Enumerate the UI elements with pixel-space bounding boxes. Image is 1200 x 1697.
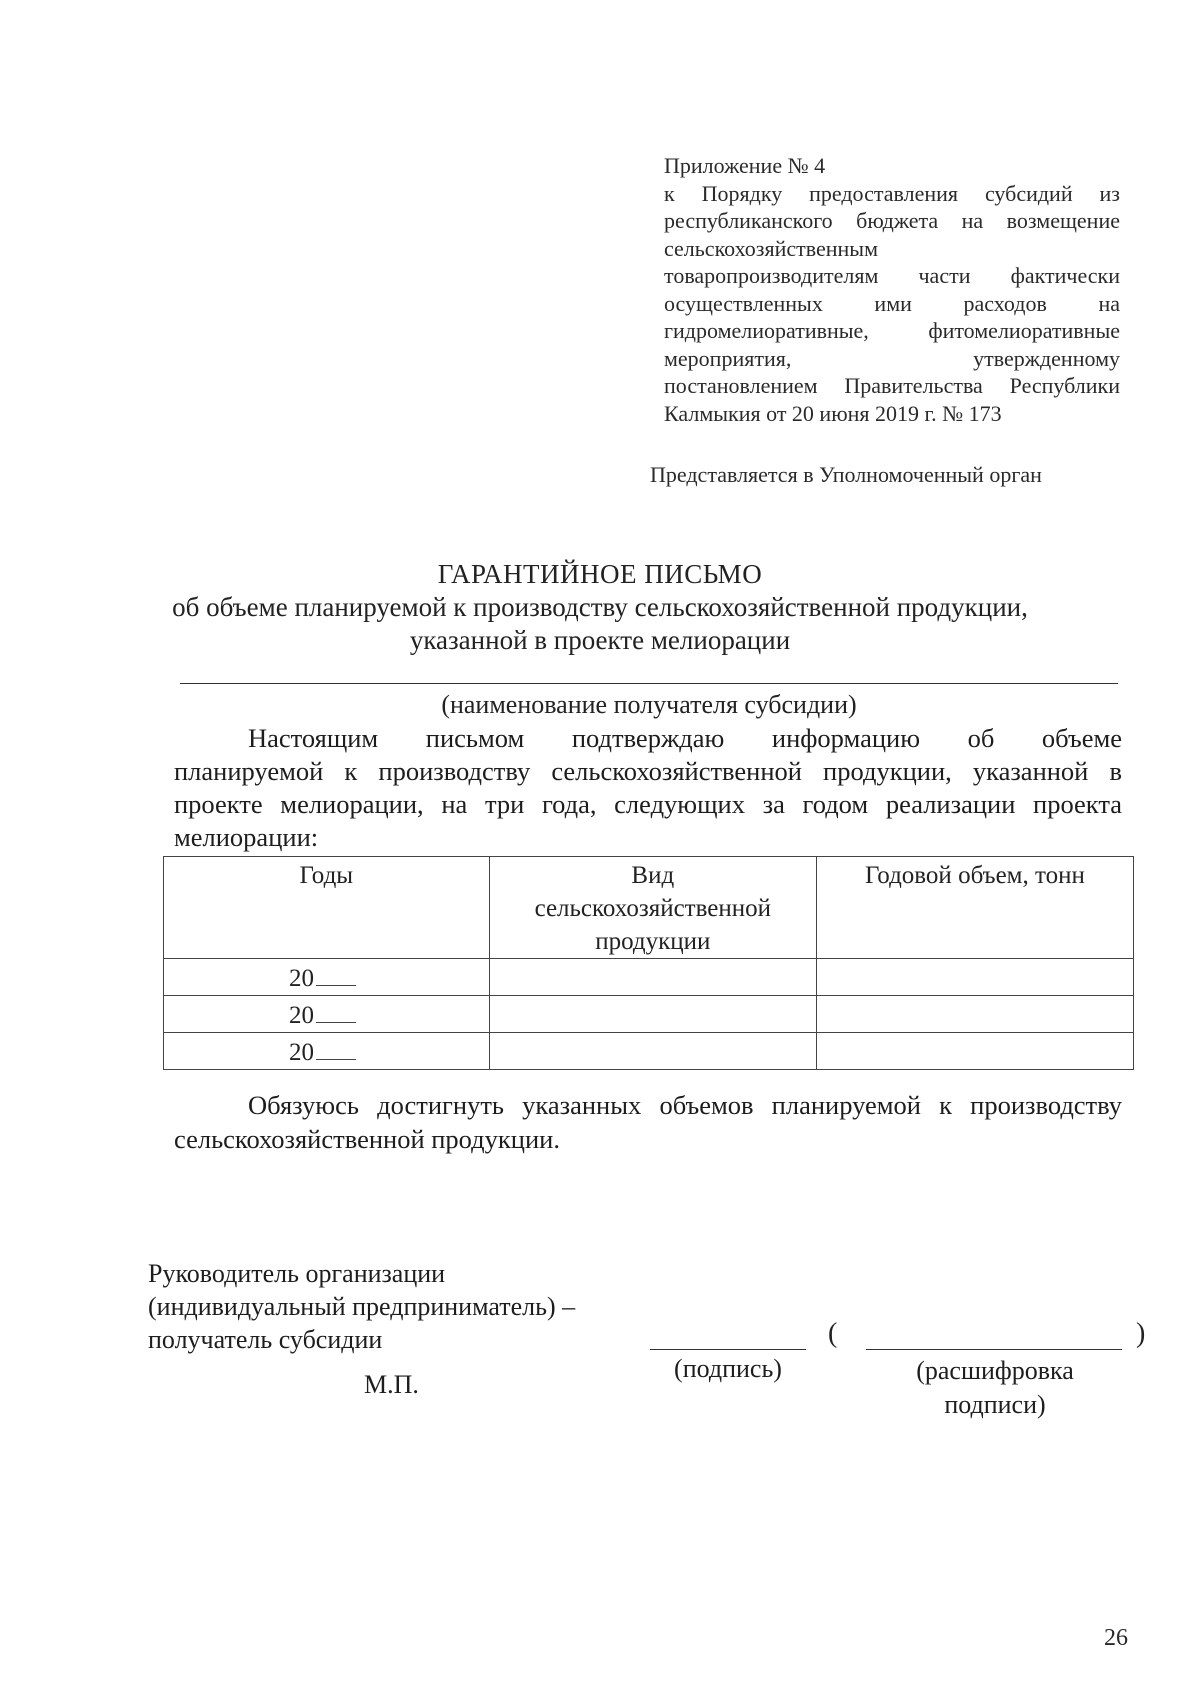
year-cell (164, 959, 490, 996)
header-volume: Годовой объем, тонн (816, 857, 1133, 959)
appendix-line-8: мероприятия, утвержденному (664, 345, 1120, 371)
obligation-paragraph (174, 1088, 1122, 1156)
recipient-name-line (180, 683, 1118, 684)
signer-line-3: получатель субсидии (148, 1325, 383, 1354)
stamp-place: М.П. (364, 1370, 419, 1399)
page-number: 26 (1104, 1625, 1128, 1651)
signature-line (650, 1349, 806, 1350)
year-cell (164, 996, 490, 1033)
product-cell (489, 996, 816, 1033)
year-blank (316, 996, 356, 1023)
obligation-line-2: сельскохозяйственной продукции. (174, 1124, 560, 1154)
decode-caption-l1: (расшифровка (916, 1356, 1074, 1385)
body-paragraph (174, 722, 1122, 854)
year-prefix: 20 (289, 1002, 314, 1029)
header-product (489, 857, 816, 959)
appendix-line-6: осуществленных ими расходов на (664, 290, 1120, 316)
header-product-l1: Вид (631, 862, 675, 889)
recipient-caption: (наименование получателя субсидии) (441, 690, 857, 719)
body-line-4: мелиорации: (174, 822, 319, 852)
year-prefix: 20 (289, 965, 314, 992)
appendix-line-3: республиканского бюджета на возмещение (664, 208, 1120, 233)
body-line-3: проекте мелиорации, на три года, следующих за годом реализации проекта (174, 789, 1122, 819)
body-line-1: Настоящим письмом подтверждаю информацию об объеме (248, 723, 1122, 753)
appendix-line-5: товаропроизводителям части фактически (664, 263, 1120, 288)
product-cell (489, 959, 816, 996)
year-prefix: 20 (289, 1039, 314, 1066)
appendix-line-1: Приложение № 4 (664, 153, 826, 178)
signer-line-2: (индивидуальный предприниматель) – (148, 1292, 576, 1321)
appendix-line-4: сельскохозяйственным (664, 235, 878, 261)
volume-cell (816, 996, 1133, 1033)
appendix-line-2: к Порядку предоставления субсидий из (664, 180, 1120, 206)
year-blank (316, 959, 356, 986)
presented-to: Представляется в Уполномоченный орган (650, 462, 1042, 487)
year-cell (164, 1033, 490, 1070)
year-blank (316, 1033, 356, 1060)
header-product-l2: сельскохозяйственной (534, 895, 772, 922)
paren-close: ) (1136, 1318, 1146, 1349)
production-table (163, 856, 1134, 1070)
appendix-line-9: постановлением Правительства Республики (664, 373, 1120, 398)
decode-caption (880, 1354, 1110, 1422)
table-row (164, 959, 1134, 996)
appendix-line-7: гидромелиоративные, фитомелиоративные (664, 318, 1120, 343)
paren-open: ( (828, 1318, 838, 1349)
table-row (164, 1033, 1134, 1070)
header-product-l3: продукции (595, 928, 711, 955)
appendix-line-10: Калмыкия от 20 июня 2019 г. № 173 (664, 400, 1002, 426)
title-sub-1: об объеме планируемой к производству сельскохозяйственной продукции, (172, 592, 1028, 622)
appendix-block (664, 152, 1120, 427)
obligation-line-1: Обязуюсь достигнуть указанных объемов планируемой к производству (248, 1090, 1122, 1120)
header-years: Годы (164, 857, 490, 959)
body-line-2: планируемой к производству сельскохозяйственной продукции, указанной в (174, 756, 1122, 786)
table-row (164, 996, 1134, 1033)
table-header-row (164, 857, 1134, 959)
product-cell (489, 1033, 816, 1070)
decode-caption-l2: подписи) (944, 1390, 1046, 1419)
signature-decode-line (866, 1349, 1122, 1350)
signer-line-1: Руководитель организации (148, 1259, 446, 1288)
title-main: ГАРАНТИЙНОЕ ПИСЬМО (437, 559, 763, 589)
volume-cell (816, 959, 1133, 996)
title-sub-2: указанной в проекте мелиорации (409, 625, 791, 655)
signer-block (148, 1257, 668, 1356)
signature-caption: (подпись) (674, 1354, 782, 1383)
volume-cell (816, 1033, 1133, 1070)
document-title (140, 558, 1060, 657)
